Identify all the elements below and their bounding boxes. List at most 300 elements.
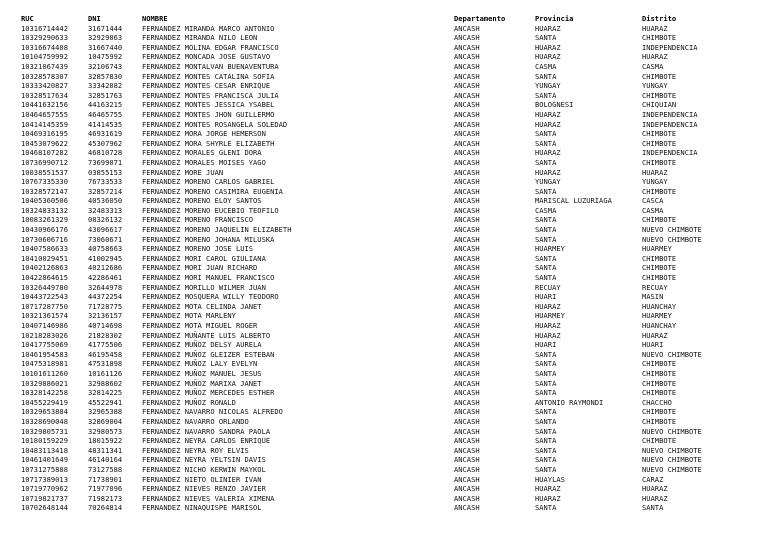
distrito-cell: HUARAZ [642, 23, 668, 33]
dni-cell: 46810728 [88, 148, 123, 158]
header-nombre: NOMBRE [142, 14, 168, 23]
provincia-cell: SANTA [535, 71, 557, 81]
table-row [0, 196, 768, 206]
nombre-cell: FERNANDEZ NEYRA ROY ELVIS [142, 445, 249, 455]
distrito-cell: INDEPENDENCIA [642, 119, 698, 129]
provincia-cell: SANTA [535, 455, 557, 465]
departamento-cell: ANCASH [454, 349, 480, 359]
distrito-cell: CHIMBOTE [642, 273, 677, 283]
ruc-cell: 10402126863 [21, 263, 68, 273]
provincia-cell: SANTA [535, 33, 557, 43]
distrito-cell: CHIMBOTE [642, 436, 677, 446]
ruc-cell: 10329653884 [21, 407, 68, 417]
ruc-cell: 10407146986 [21, 321, 68, 330]
ruc-cell: 10329290633 [21, 33, 68, 43]
provincia-cell: YUNGAY [535, 81, 561, 91]
table-row [0, 120, 768, 130]
table-row [0, 148, 768, 158]
departamento-cell: ANCASH [454, 484, 480, 494]
nombre-cell: FERNANDEZ MORENO JAQUELIN ELIZABETH [142, 225, 292, 235]
ruc-cell: 10422864615 [21, 273, 68, 283]
distrito-cell: CASCA [642, 196, 664, 206]
table-header-row [0, 14, 768, 24]
ruc-cell: 10441632156 [21, 100, 68, 110]
header-ruc: RUC [21, 14, 34, 23]
table-row [0, 225, 768, 235]
ruc-cell: 10328517634 [21, 90, 68, 100]
table-row [0, 417, 768, 427]
dni-cell: 32929063 [88, 33, 123, 43]
dni-cell: 45307962 [88, 138, 123, 148]
ruc-cell: 10180159229 [21, 436, 68, 446]
dni-cell: 44372254 [88, 292, 123, 302]
provincia-cell: HUARMEY [535, 311, 565, 321]
departamento-cell: ANCASH [454, 455, 480, 465]
table-row [0, 369, 768, 379]
nombre-cell: FERNANDEZ MONTES JHON GUILLERMO [142, 109, 275, 119]
ruc-cell: 10326449780 [21, 282, 68, 292]
dni-cell: 32644978 [88, 282, 123, 292]
distrito-cell: HUARAZ [642, 484, 668, 494]
table-row [0, 129, 768, 139]
nombre-cell: FERNANDEZ MUÑOZ LALY EVELYN [142, 359, 258, 369]
provincia-cell: HUARAZ [535, 109, 561, 119]
dni-cell: 31667440 [88, 42, 123, 52]
nombre-cell: FERNANDEZ MORI JUAN RICHARD [142, 263, 258, 273]
provincia-cell: SANTA [535, 157, 557, 167]
ruc-cell: 10218283026 [21, 330, 68, 340]
table-row [0, 379, 768, 389]
nombre-cell: FERNANDEZ MOTA CELINDA JANET [142, 301, 262, 311]
table-row [0, 331, 768, 341]
distrito-cell: HUANCHAY [642, 301, 677, 311]
distrito-cell: HUARAZ [642, 493, 668, 503]
distrito-cell: CHIMBOTE [642, 90, 677, 100]
provincia-cell: SANTA [535, 445, 557, 455]
departamento-cell: ANCASH [454, 90, 480, 100]
distrito-cell: YUNGAY [642, 177, 668, 187]
dni-cell: 32136157 [88, 311, 123, 321]
nombre-cell: FERNANDEZ MONTES CATALINA SOFIA [142, 71, 275, 81]
ruc-cell: 10464657555 [21, 109, 68, 119]
dni-cell: 32851763 [88, 90, 123, 100]
departamento-cell: ANCASH [454, 119, 480, 129]
distrito-cell: HUARMEY [642, 311, 672, 321]
dni-cell: 10161126 [88, 368, 123, 378]
ruc-cell: 10455229419 [21, 397, 68, 407]
nombre-cell: FERNANDEZ MOLINA EDGAR FRANCISCO [142, 42, 279, 52]
distrito-cell: CARAZ [642, 474, 664, 484]
ruc-cell: 10333420827 [21, 81, 68, 91]
provincia-cell: HUARAZ [535, 330, 561, 340]
departamento-cell: ANCASH [454, 407, 480, 417]
distrito-cell: HUARAZ [642, 167, 668, 177]
table-row [0, 168, 768, 178]
table-row [0, 350, 768, 360]
distrito-cell: CHIMBOTE [642, 186, 677, 196]
ruc-cell: 10483113418 [21, 445, 68, 455]
provincia-cell: SANTA [535, 388, 557, 398]
departamento-cell: ANCASH [454, 436, 480, 446]
nombre-cell: FERNANDEZ MORENO ELOY SANTOS [142, 196, 262, 206]
dni-cell: 71977096 [88, 484, 123, 494]
ruc-cell: 10430966176 [21, 225, 68, 235]
provincia-cell: SANTA [535, 368, 557, 378]
provincia-cell: SANTA [535, 464, 557, 474]
dni-cell: 48311341 [88, 445, 123, 455]
table-row [0, 465, 768, 475]
dni-cell: 44163215 [88, 100, 123, 110]
distrito-cell: INDEPENDENCIA [642, 42, 698, 52]
header-dni: DNI [88, 14, 101, 23]
distrito-cell: CHIMBOTE [642, 157, 677, 167]
table-row [0, 398, 768, 408]
table-row [0, 302, 768, 312]
ruc-cell: 10730606716 [21, 234, 68, 244]
table-row [0, 436, 768, 446]
distrito-cell: CHIMBOTE [642, 129, 677, 139]
dni-cell: 32980573 [88, 426, 123, 436]
ruc-cell: 10328690048 [21, 416, 68, 426]
table-row [0, 33, 768, 43]
nombre-cell: FERNANDEZ MOSQUERA WILLY TEODORO [142, 292, 279, 302]
dni-cell: 73127588 [88, 464, 123, 474]
provincia-cell: HUARAZ [535, 23, 561, 33]
dni-cell: 33342082 [88, 81, 123, 91]
table-row [0, 455, 768, 465]
table-row [0, 503, 768, 513]
provincia-cell: SANTA [535, 349, 557, 359]
provincia-cell: SANTA [535, 234, 557, 244]
provincia-cell: SANTA [535, 436, 557, 446]
provincia-cell: YUNGAY [535, 177, 561, 187]
departamento-cell: ANCASH [454, 186, 480, 196]
ruc-cell: 10329805731 [21, 426, 68, 436]
header-departamento: Departamento [454, 14, 506, 23]
provincia-cell: SANTA [535, 186, 557, 196]
table-row [0, 292, 768, 302]
provincia-cell: RECUAY [535, 282, 561, 292]
ruc-cell: 10702648144 [21, 503, 68, 513]
distrito-cell: HUARAZ [642, 330, 668, 340]
distrito-cell: HUARAZ [642, 52, 668, 62]
provincia-cell: HUARAZ [535, 52, 561, 62]
table-row [0, 311, 768, 321]
provincia-cell: HUARI [535, 340, 557, 350]
dni-cell: 40536050 [88, 196, 123, 206]
dni-cell: 32483313 [88, 205, 123, 215]
dni-cell: 32857830 [88, 71, 123, 81]
ruc-cell: 10328578307 [21, 71, 68, 81]
ruc-cell: 10719770962 [21, 484, 68, 494]
table-row [0, 273, 768, 283]
distrito-cell: CHIMBOTE [642, 138, 677, 148]
departamento-cell: ANCASH [454, 129, 480, 139]
departamento-cell: ANCASH [454, 215, 480, 225]
nombre-cell: FERNANDEZ MORE JUAN [142, 167, 224, 177]
nombre-cell: FERNANDEZ MONTALVAN BUENAVENTURA [142, 61, 279, 71]
distrito-cell: CHACCHO [642, 397, 672, 407]
provincia-cell: HUARAZ [535, 321, 561, 330]
departamento-cell: ANCASH [454, 234, 480, 244]
departamento-cell: ANCASH [454, 205, 480, 215]
nombre-cell: FERNANDEZ NEYRA YELTSIN DAVIS [142, 455, 266, 465]
ruc-cell: 10316674408 [21, 42, 68, 52]
nombre-cell: FERNANDEZ MORILLO WILMER JUAN [142, 282, 266, 292]
nombre-cell: FERNANDEZ MORENO FRANCISCO [142, 215, 254, 225]
departamento-cell: ANCASH [454, 273, 480, 283]
dni-cell: 32869004 [88, 416, 123, 426]
table-row [0, 283, 768, 293]
table-row [0, 427, 768, 437]
dni-cell: 71738901 [88, 474, 123, 484]
nombre-cell: FERNANDEZ MUÑOZ RONALD [142, 397, 236, 407]
dni-cell: 10475992 [88, 52, 123, 62]
departamento-cell: ANCASH [454, 244, 480, 254]
distrito-cell: RECUAY [642, 282, 668, 292]
provincia-cell: HUARAZ [535, 493, 561, 503]
dni-cell: 76733533 [88, 177, 123, 187]
nombre-cell: FERNANDEZ MORALES GLENI DORA [142, 148, 262, 158]
nombre-cell: FERNANDEZ NINAQUISPE MARISOL [142, 503, 262, 513]
header-provincia: Provincia [535, 14, 574, 23]
table-row [0, 235, 768, 245]
provincia-cell: MARISCAL LUZURIAGA [535, 196, 612, 206]
dni-cell: 73060671 [88, 234, 123, 244]
distrito-cell: YUNGAY [642, 81, 668, 91]
ruc-cell: 10469316195 [21, 129, 68, 139]
records-table [0, 14, 768, 513]
provincia-cell: SANTA [535, 503, 557, 513]
ruc-cell: 10104759992 [21, 52, 68, 62]
table-row [0, 72, 768, 82]
nombre-cell: FERNANDEZ NAVARRO NICOLAS ALFREDO [142, 407, 283, 417]
dni-cell: 46140164 [88, 455, 123, 465]
nombre-cell: FERNANDEZ MUÑANTE LUIS ALBERTO [142, 330, 271, 340]
nombre-cell: FERNANDEZ MONTES FRANCISCA JULIA [142, 90, 279, 100]
dni-cell: 32988602 [88, 378, 123, 388]
dni-cell: 41414535 [88, 119, 123, 129]
nombre-cell: FERNANDEZ MORENO JOSE LUIS [142, 244, 254, 254]
provincia-cell: SANTA [535, 359, 557, 369]
distrito-cell: CHIMBOTE [642, 388, 677, 398]
dni-cell: 41002945 [88, 253, 123, 263]
departamento-cell: ANCASH [454, 148, 480, 158]
nombre-cell: FERNANDEZ MONTES ROSANGELA SOLEDAD [142, 119, 288, 129]
dni-cell: 70264814 [88, 503, 123, 513]
ruc-cell: 10038551537 [21, 167, 68, 177]
ruc-cell: 10717389013 [21, 474, 68, 484]
ruc-cell: 10719821737 [21, 493, 68, 503]
departamento-cell: ANCASH [454, 253, 480, 263]
table-row [0, 407, 768, 417]
distrito-cell: NUEVO CHIMBOTE [642, 464, 702, 474]
departamento-cell: ANCASH [454, 100, 480, 110]
distrito-cell: NUEVO CHIMBOTE [642, 225, 702, 235]
nombre-cell: FERNANDEZ MORI MANUEL FRANCISCO [142, 273, 275, 283]
nombre-cell: FERNANDEZ NAVARRO ORLANDO [142, 416, 249, 426]
dni-cell: 71982173 [88, 493, 123, 503]
nombre-cell: FERNANDEZ MORA JORGE HEMERSON [142, 129, 266, 139]
ruc-cell: 10321067439 [21, 61, 68, 71]
nombre-cell: FERNANDEZ MONTES CESAR ENRIQUE [142, 81, 271, 91]
departamento-cell: ANCASH [454, 388, 480, 398]
ruc-cell: 10461401649 [21, 455, 68, 465]
ruc-cell: 10407586633 [21, 244, 68, 254]
departamento-cell: ANCASH [454, 71, 480, 81]
table-row [0, 100, 768, 110]
table-row [0, 52, 768, 62]
ruc-cell: 10321361574 [21, 311, 68, 321]
header-distrito: Distrito [642, 14, 677, 23]
departamento-cell: ANCASH [454, 416, 480, 426]
distrito-cell: HUARMEY [642, 244, 672, 254]
provincia-cell: SANTA [535, 215, 557, 225]
distrito-cell: CHIMBOTE [642, 359, 677, 369]
nombre-cell: FERNANDEZ MUÑOZ MANUEL JESUS [142, 368, 262, 378]
distrito-cell: CASMA [642, 205, 664, 215]
dni-cell: 40714698 [88, 321, 123, 330]
provincia-cell: ANTONIO RAYMONDI [535, 397, 604, 407]
provincia-cell: HUARAZ [535, 119, 561, 129]
provincia-cell: SANTA [535, 253, 557, 263]
dni-cell: 40212686 [88, 263, 123, 273]
provincia-cell: SANTA [535, 129, 557, 139]
distrito-cell: CHIMBOTE [642, 33, 677, 43]
dni-cell: 46195458 [88, 349, 123, 359]
provincia-cell: SANTA [535, 263, 557, 273]
ruc-cell: 10731275888 [21, 464, 68, 474]
table-row [0, 475, 768, 485]
departamento-cell: ANCASH [454, 426, 480, 436]
table-row [0, 340, 768, 350]
dni-cell: 73699071 [88, 157, 123, 167]
distrito-cell: NUEVO CHIMBOTE [642, 445, 702, 455]
dni-cell: 08326132 [88, 215, 123, 225]
table-row [0, 254, 768, 264]
distrito-cell: CHIMBOTE [642, 253, 677, 263]
distrito-cell: CHIMBOTE [642, 215, 677, 225]
departamento-cell: ANCASH [454, 292, 480, 302]
dni-cell: 40758663 [88, 244, 123, 254]
ruc-cell: 10475318981 [21, 359, 68, 369]
ruc-cell: 10324833132 [21, 205, 68, 215]
dni-cell: 47531898 [88, 359, 123, 369]
nombre-cell: FERNANDEZ NEYRA CARLOS ENRIQUE [142, 436, 271, 446]
distrito-cell: CHIMBOTE [642, 378, 677, 388]
ruc-cell: 10468107282 [21, 148, 68, 158]
table-row [0, 321, 768, 331]
departamento-cell: ANCASH [454, 445, 480, 455]
nombre-cell: FERNANDEZ MUÑOZ MARIXA JANET [142, 378, 262, 388]
departamento-cell: ANCASH [454, 157, 480, 167]
dni-cell: 21828302 [88, 330, 123, 340]
ruc-cell: 10717287750 [21, 301, 68, 311]
departamento-cell: ANCASH [454, 177, 480, 187]
table-row [0, 139, 768, 149]
dni-cell: 71728775 [88, 301, 123, 311]
table-row [0, 91, 768, 101]
nombre-cell: FERNANDEZ MORALES MOISES YAGO [142, 157, 266, 167]
provincia-cell: SANTA [535, 378, 557, 388]
distrito-cell: NUEVO CHIMBOTE [642, 426, 702, 436]
ruc-cell: 10410029451 [21, 253, 68, 263]
nombre-cell: FERNANDEZ MUÑOZ DELSY AURELA [142, 340, 262, 350]
departamento-cell: ANCASH [454, 109, 480, 119]
provincia-cell: SANTA [535, 138, 557, 148]
table-row [0, 110, 768, 120]
departamento-cell: ANCASH [454, 138, 480, 148]
dni-cell: 41775506 [88, 340, 123, 350]
distrito-cell: SANTA [642, 503, 664, 513]
dni-cell: 32857214 [88, 186, 123, 196]
provincia-cell: HUARMEY [535, 244, 565, 254]
ruc-cell: 10328142258 [21, 388, 68, 398]
nombre-cell: FERNANDEZ MUÑOZ GLEIZER ESTEBAN [142, 349, 275, 359]
departamento-cell: ANCASH [454, 311, 480, 321]
departamento-cell: ANCASH [454, 397, 480, 407]
table-row [0, 359, 768, 369]
nombre-cell: FERNANDEZ MONCADA JOSE GUSTAVO [142, 52, 271, 62]
departamento-cell: ANCASH [454, 321, 480, 330]
departamento-cell: ANCASH [454, 378, 480, 388]
nombre-cell: FERNANDEZ MOTA MIGUEL ROGER [142, 321, 258, 330]
nombre-cell: FERNANDEZ NIEVES RENZO JAVIER [142, 484, 266, 494]
distrito-cell: NUEVO CHIMBOTE [642, 455, 702, 465]
dni-cell: 42286461 [88, 273, 123, 283]
nombre-cell: FERNANDEZ MORA SHYRLE ELIZABETH [142, 138, 275, 148]
departamento-cell: ANCASH [454, 33, 480, 43]
distrito-cell: INDEPENDENCIA [642, 148, 698, 158]
ruc-cell: 10443722543 [21, 292, 68, 302]
nombre-cell: FERNANDEZ MORI CAROL GIULIANA [142, 253, 266, 263]
ruc-cell: 10767335330 [21, 177, 68, 187]
table-row [0, 206, 768, 216]
provincia-cell: HUAYLAS [535, 474, 565, 484]
departamento-cell: ANCASH [454, 23, 480, 33]
distrito-cell: CHIMBOTE [642, 71, 677, 81]
ruc-cell: 10316714442 [21, 23, 68, 33]
ruc-cell: 10461954583 [21, 349, 68, 359]
dni-cell: 46465755 [88, 109, 123, 119]
table-row [0, 494, 768, 504]
departamento-cell: ANCASH [454, 196, 480, 206]
distrito-cell: INDEPENDENCIA [642, 109, 698, 119]
dni-cell: 43096617 [88, 225, 123, 235]
distrito-cell: CHIMBOTE [642, 407, 677, 417]
provincia-cell: SANTA [535, 407, 557, 417]
provincia-cell: HUARAZ [535, 484, 561, 494]
nombre-cell: FERNANDEZ NIETO OLINIER IVAN [142, 474, 262, 484]
departamento-cell: ANCASH [454, 263, 480, 273]
nombre-cell: FERNANDEZ MIRANDA MARCO ANTONIO [142, 23, 275, 33]
nombre-cell: FERNANDEZ MOTA MARLENY [142, 311, 236, 321]
departamento-cell: ANCASH [454, 340, 480, 350]
departamento-cell: ANCASH [454, 359, 480, 369]
dni-cell: 32814225 [88, 388, 123, 398]
distrito-cell: CASMA [642, 61, 664, 71]
table-row [0, 244, 768, 254]
departamento-cell: ANCASH [454, 493, 480, 503]
provincia-cell: HUARAZ [535, 167, 561, 177]
departamento-cell: ANCASH [454, 503, 480, 513]
provincia-cell: CASMA [535, 205, 557, 215]
distrito-cell: CHIMBOTE [642, 416, 677, 426]
table-row [0, 187, 768, 197]
provincia-cell: BOLOGNESI [535, 100, 574, 110]
departamento-cell: ANCASH [454, 330, 480, 340]
nombre-cell: FERNANDEZ MORENO CARLOS GABRIEL [142, 177, 275, 187]
